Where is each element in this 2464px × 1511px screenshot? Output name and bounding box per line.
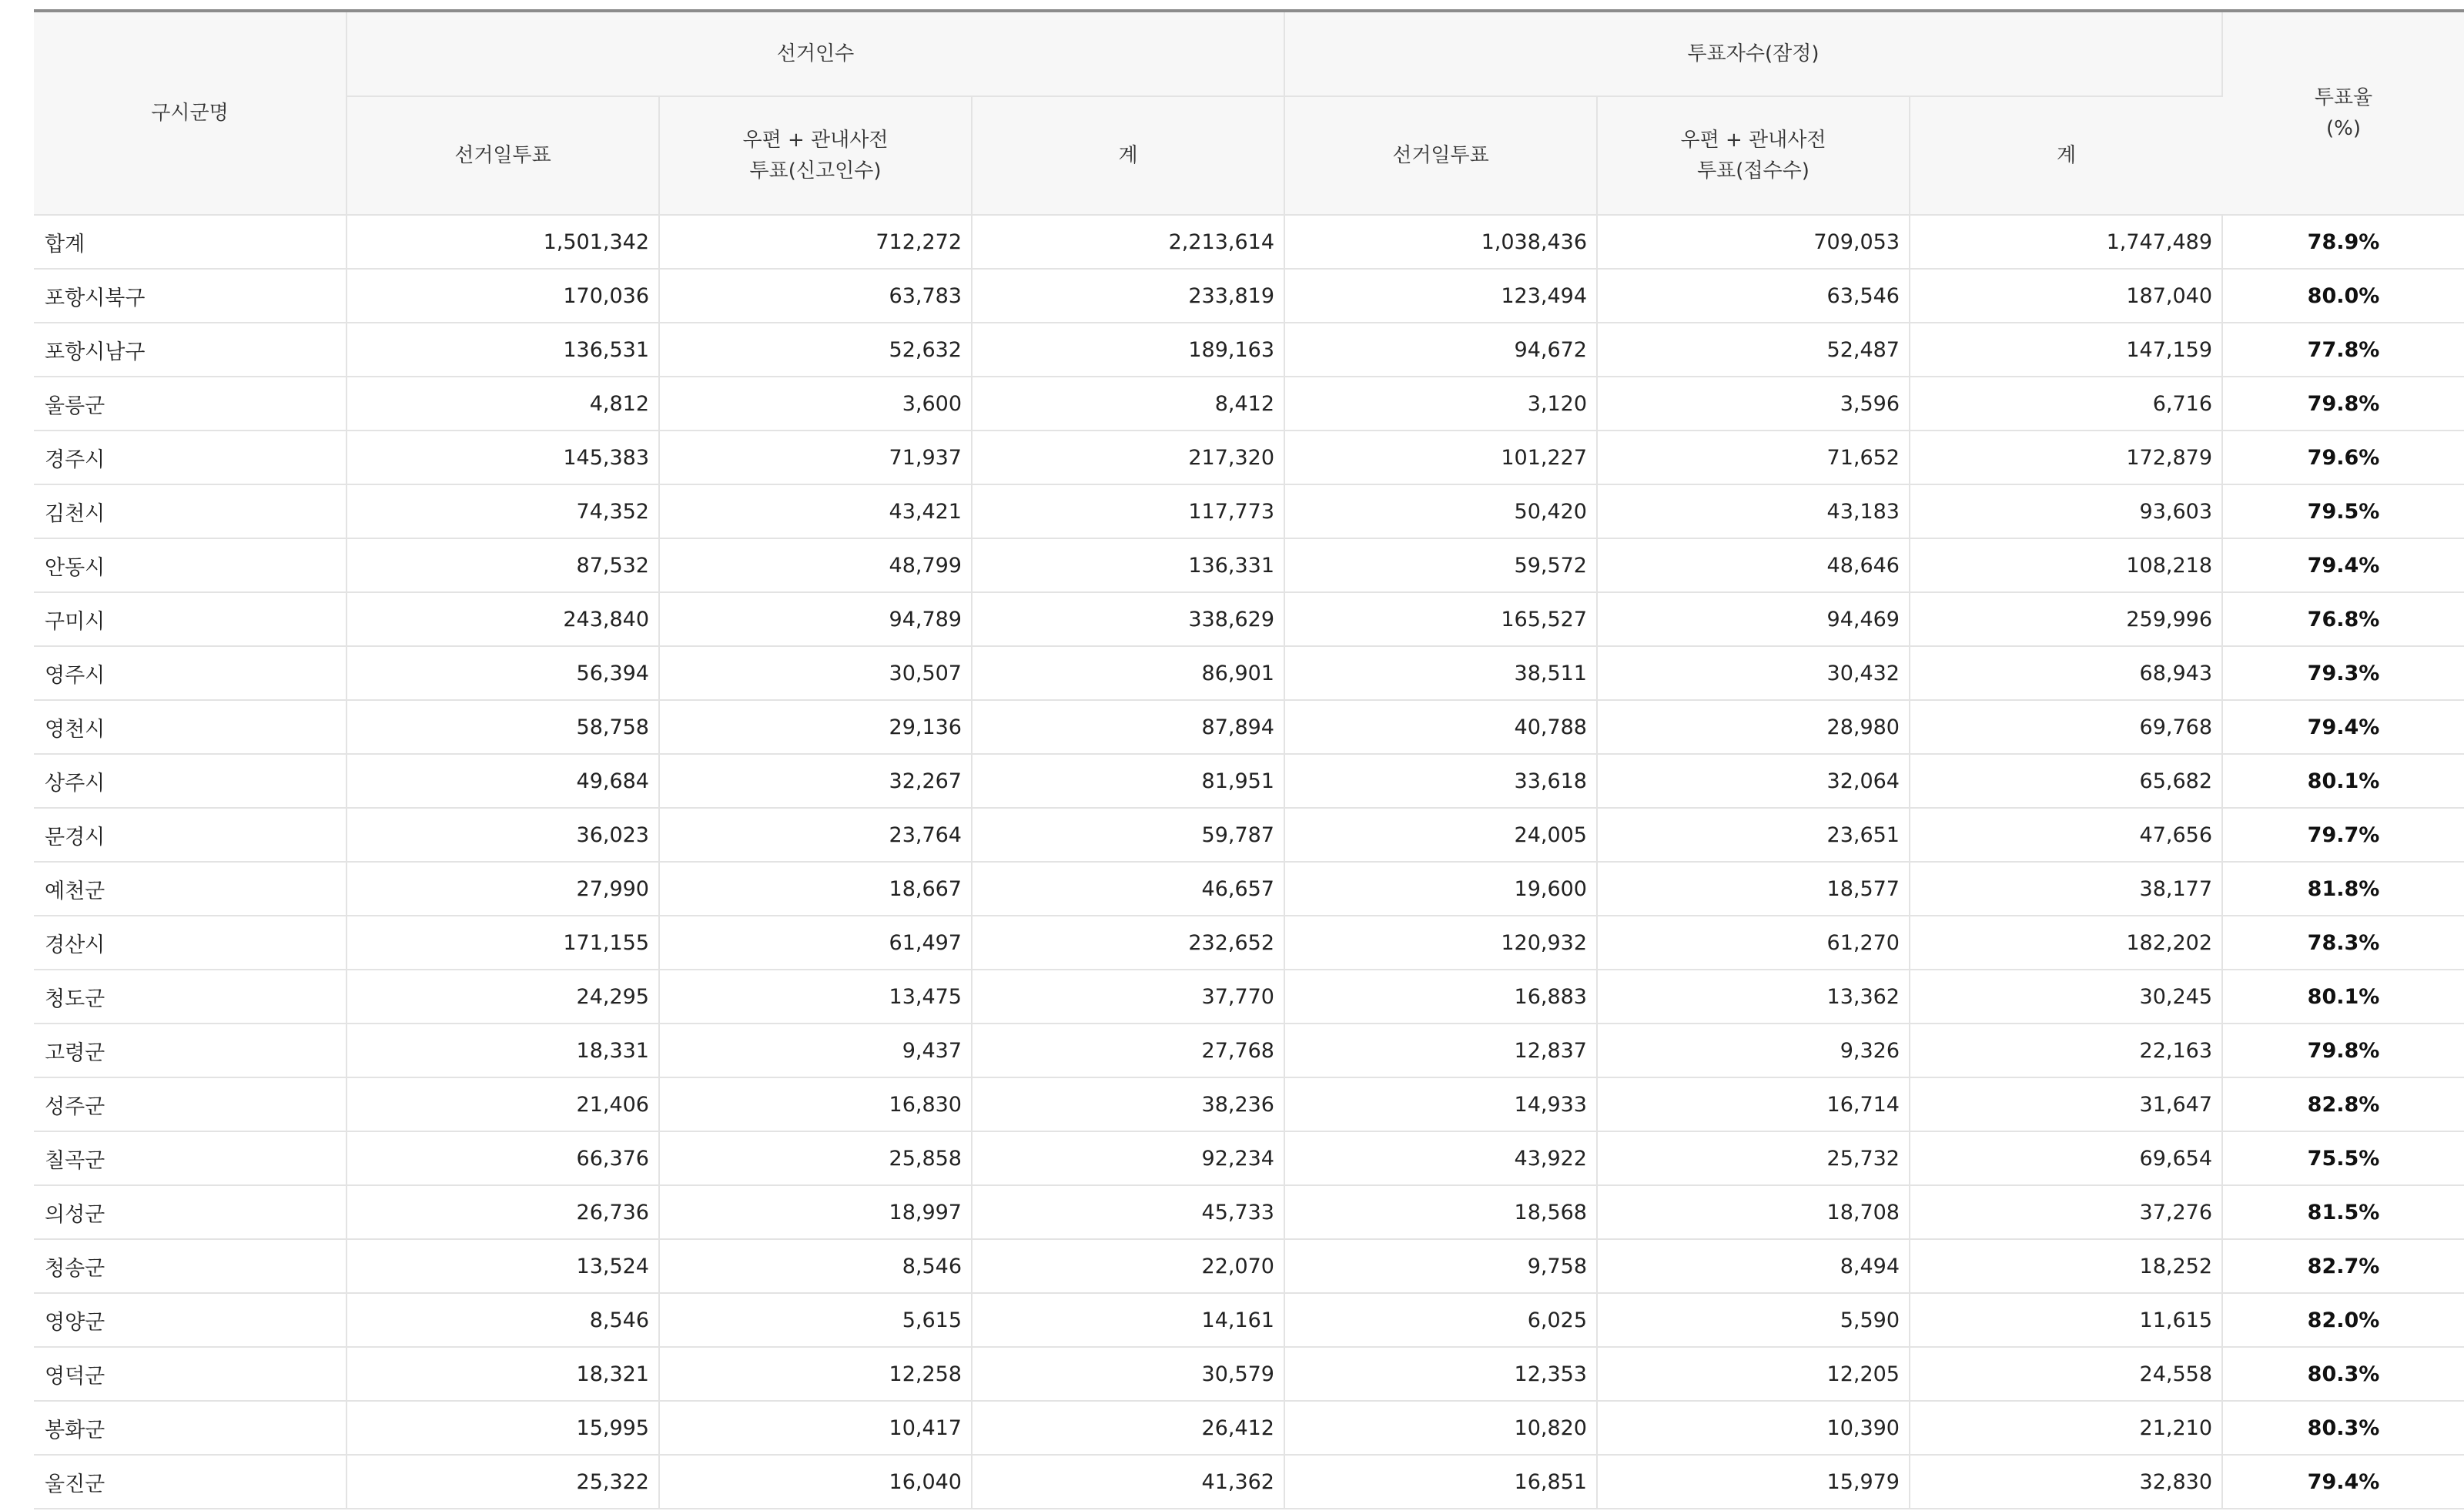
voters-total-cell: 30,245 [1910,970,2222,1024]
region-name-cell: 영덕군 [34,1347,346,1401]
table-row [34,754,2464,808]
region-name-cell: 포항시북구 [34,269,346,323]
voters-election-day-cell: 19,600 [1284,862,1597,916]
electors-election-day-cell: 74,352 [346,484,659,538]
electors-total-cell: 37,770 [972,970,1284,1024]
voters-total-cell: 172,879 [1910,431,2222,484]
voters-total-cell: 147,159 [1910,323,2222,377]
electors-election-day-cell: 25,322 [346,1455,659,1509]
region-name-cell: 경주시 [34,431,346,484]
voters-total-cell: 38,177 [1910,862,2222,916]
electors-group-header: 선거인수 [346,11,1284,96]
voters-total-cell: 69,654 [1910,1131,2222,1185]
electors-early-vote-cell: 52,632 [659,323,972,377]
region-name-cell: 울진군 [34,1455,346,1509]
table-row [34,323,2464,377]
electors-total-cell: 86,901 [972,646,1284,700]
voters-early-vote-cell: 32,064 [1597,754,1910,808]
voters-early-vote-cell: 9,326 [1597,1024,1910,1077]
voters-early-vote-cell: 30,432 [1597,646,1910,700]
voters-early-vote-cell: 48,646 [1597,538,1910,592]
voters-group-header: 투표자수(잠정) [1284,11,2222,96]
voters-early-vote-cell: 63,546 [1597,269,1910,323]
electors-total-cell: 38,236 [972,1077,1284,1131]
electors-early-vote-cell: 10,417 [659,1401,972,1455]
electors-election-day-cell: 24,295 [346,970,659,1024]
voters-total-cell: 24,558 [1910,1347,2222,1401]
voters-election-day-cell: 43,922 [1284,1131,1597,1185]
voters-early-vote-cell: 8,494 [1597,1239,1910,1293]
electors-early-vote-cell: 94,789 [659,592,972,646]
turnout-table [34,9,2464,1509]
electors-early-vote-cell: 23,764 [659,808,972,862]
table-row [34,646,2464,700]
turnout-rate-cell: 79.7% [2222,808,2464,862]
region-name-cell: 의성군 [34,1185,346,1239]
table-row [34,431,2464,484]
electors-total-cell: 233,819 [972,269,1284,323]
turnout-rate-cell: 78.3% [2222,916,2464,970]
voters-election-day-cell: 16,883 [1284,970,1597,1024]
table-row [34,269,2464,323]
electors-election-day-cell: 27,990 [346,862,659,916]
table-row [34,970,2464,1024]
electors-election-day-cell: 243,840 [346,592,659,646]
region-name-cell: 청도군 [34,970,346,1024]
region-name-cell: 영양군 [34,1293,346,1347]
voters-early-vote-cell: 25,732 [1597,1131,1910,1185]
turnout-rate-cell: 77.8% [2222,323,2464,377]
table-row [34,538,2464,592]
electors-total-cell: 217,320 [972,431,1284,484]
electors-early-vote-cell: 63,783 [659,269,972,323]
electors-total-cell: 22,070 [972,1239,1284,1293]
turnout-rate-cell: 80.1% [2222,754,2464,808]
table-row [34,215,2464,269]
electors-total-cell: 87,894 [972,700,1284,754]
table-row [34,377,2464,431]
voters-election-day-cell: 12,353 [1284,1347,1597,1401]
electors-election-day-cell: 56,394 [346,646,659,700]
voters-total-cell: 187,040 [1910,269,2222,323]
voters-election-day-cell: 33,618 [1284,754,1597,808]
turnout-rate-cell: 79.4% [2222,700,2464,754]
electors-early-vote-cell: 18,667 [659,862,972,916]
electors-election-day-cell: 171,155 [346,916,659,970]
electors-total-cell: 46,657 [972,862,1284,916]
voters-election-day-header [1284,96,1597,215]
voters-election-day-cell: 120,932 [1284,916,1597,970]
voters-election-day-cell: 59,572 [1284,538,1597,592]
turnout-rate-cell: 82.0% [2222,1293,2464,1347]
voters-total-cell: 93,603 [1910,484,2222,538]
electors-total-cell: 45,733 [972,1185,1284,1239]
header-line: 투표(신고인수) [749,159,882,183]
region-name-cell: 영천시 [34,700,346,754]
voters-total-cell: 11,615 [1910,1293,2222,1347]
turnout-rate-cell: 82.8% [2222,1077,2464,1131]
header-line: 계 [1118,144,1138,167]
table-row [34,1293,2464,1347]
electors-total-cell: 338,629 [972,592,1284,646]
region-name-cell: 울릉군 [34,377,346,431]
voters-early-vote-cell: 12,205 [1597,1347,1910,1401]
electors-total-cell: 81,951 [972,754,1284,808]
turnout-rate-cell: 80.1% [2222,970,2464,1024]
turnout-rate-cell: 80.0% [2222,269,2464,323]
table-row [34,862,2464,916]
electors-total-header [972,96,1284,215]
turnout-rate-cell: 76.8% [2222,592,2464,646]
voters-election-day-cell: 40,788 [1284,700,1597,754]
electors-election-day-cell: 21,406 [346,1077,659,1131]
voters-total-cell: 22,163 [1910,1024,2222,1077]
electors-early-vote-cell: 13,475 [659,970,972,1024]
voters-early-vote-cell: 71,652 [1597,431,1910,484]
region-name-cell: 예천군 [34,862,346,916]
electors-early-vote-cell: 29,136 [659,700,972,754]
electors-early-vote-cell: 3,600 [659,377,972,431]
voters-early-vote-cell: 61,270 [1597,916,1910,970]
voters-early-vote-cell: 94,469 [1597,592,1910,646]
electors-election-day-cell: 15,995 [346,1401,659,1455]
electors-election-day-cell: 4,812 [346,377,659,431]
header-line: 투표(접수수) [1697,159,1810,183]
voters-total-cell: 182,202 [1910,916,2222,970]
electors-election-day-cell: 49,684 [346,754,659,808]
electors-early-vote-cell: 5,615 [659,1293,972,1347]
electors-election-day-cell: 18,321 [346,1347,659,1401]
voters-early-vote-cell: 28,980 [1597,700,1910,754]
voters-early-vote-cell: 10,390 [1597,1401,1910,1455]
region-name-cell: 포항시남구 [34,323,346,377]
voters-total-cell: 6,716 [1910,377,2222,431]
voters-election-day-cell: 12,837 [1284,1024,1597,1077]
turnout-rate-cell: 80.3% [2222,1347,2464,1401]
electors-early-vote-cell: 30,507 [659,646,972,700]
turnout-rate-cell: 75.5% [2222,1131,2464,1185]
header-line: 우편 + 관내사전 [742,129,889,152]
electors-election-day-cell: 26,736 [346,1185,659,1239]
electors-election-day-cell: 170,036 [346,269,659,323]
electors-election-day-cell: 58,758 [346,700,659,754]
electors-election-day-cell: 87,532 [346,538,659,592]
voters-total-cell: 32,830 [1910,1455,2222,1509]
voters-early-vote-cell: 18,577 [1597,862,1910,916]
voters-election-day-cell: 38,511 [1284,646,1597,700]
region-name-cell: 청송군 [34,1239,346,1293]
electors-election-day-cell: 18,331 [346,1024,659,1077]
electors-election-day-cell: 13,524 [346,1239,659,1293]
table-row [34,1347,2464,1401]
electors-election-day-cell: 136,531 [346,323,659,377]
voters-election-day-cell: 24,005 [1284,808,1597,862]
voters-early-vote-cell: 16,714 [1597,1077,1910,1131]
turnout-rate-cell: 82.7% [2222,1239,2464,1293]
electors-total-cell: 30,579 [972,1347,1284,1401]
turnout-rate-header [2222,11,2464,215]
voters-early-vote-header [1597,96,1910,215]
turnout-rate-cell: 79.8% [2222,377,2464,431]
turnout-rate-cell: 80.3% [2222,1401,2464,1455]
electors-early-vote-cell: 18,997 [659,1185,972,1239]
voters-election-day-cell: 3,120 [1284,377,1597,431]
voters-election-day-cell: 165,527 [1284,592,1597,646]
table-row [34,484,2464,538]
table-header [34,11,2464,215]
electors-early-vote-cell: 16,830 [659,1077,972,1131]
voters-early-vote-cell: 709,053 [1597,215,1910,269]
region-name-cell: 영주시 [34,646,346,700]
voters-total-header [1910,96,2222,215]
turnout-rate-cell: 81.8% [2222,862,2464,916]
table-row [34,1185,2464,1239]
turnout-rate-unit: (%) [2326,117,2362,140]
table-row [34,700,2464,754]
electors-early-vote-cell: 25,858 [659,1131,972,1185]
voters-early-vote-cell: 23,651 [1597,808,1910,862]
voters-total-cell: 37,276 [1910,1185,2222,1239]
electors-early-vote-cell: 8,546 [659,1239,972,1293]
voters-election-day-cell: 18,568 [1284,1185,1597,1239]
voters-early-vote-cell: 15,979 [1597,1455,1910,1509]
voters-election-day-cell: 94,672 [1284,323,1597,377]
voters-total-cell: 259,996 [1910,592,2222,646]
electors-early-vote-cell: 48,799 [659,538,972,592]
voters-election-day-cell: 123,494 [1284,269,1597,323]
turnout-rate-cell: 79.4% [2222,538,2464,592]
turnout-rate-cell: 79.4% [2222,1455,2464,1509]
electors-election-day-cell: 36,023 [346,808,659,862]
electors-early-vote-cell: 61,497 [659,916,972,970]
voters-early-vote-cell: 43,183 [1597,484,1910,538]
region-name-cell: 경산시 [34,916,346,970]
electors-election-day-header [346,96,659,215]
voters-total-cell: 1,747,489 [1910,215,2222,269]
electors-total-cell: 232,652 [972,916,1284,970]
header-line: 계 [2056,144,2077,167]
voters-total-cell: 68,943 [1910,646,2222,700]
electors-total-cell: 117,773 [972,484,1284,538]
table-row [34,916,2464,970]
table-row [34,1077,2464,1131]
region-name-cell: 성주군 [34,1077,346,1131]
turnout-table-container [34,9,2464,1509]
voters-early-vote-cell: 52,487 [1597,323,1910,377]
electors-total-cell: 189,163 [972,323,1284,377]
header-line: 우편 + 관내사전 [1680,129,1826,152]
turnout-rate-cell: 79.5% [2222,484,2464,538]
region-name-cell: 안동시 [34,538,346,592]
voters-early-vote-cell: 13,362 [1597,970,1910,1024]
voters-total-cell: 108,218 [1910,538,2222,592]
region-name-cell: 김천시 [34,484,346,538]
voters-election-day-cell: 16,851 [1284,1455,1597,1509]
table-row [34,1455,2464,1509]
turnout-rate-title: 투표율 [2314,86,2373,109]
table-row [34,1401,2464,1455]
voters-total-cell: 31,647 [1910,1077,2222,1131]
region-name-cell: 고령군 [34,1024,346,1077]
region-column-header: 구시군명 [34,11,346,215]
table-row [34,1024,2464,1077]
voters-election-day-cell: 101,227 [1284,431,1597,484]
electors-early-vote-cell: 32,267 [659,754,972,808]
turnout-rate-cell: 79.8% [2222,1024,2464,1077]
table-row [34,808,2464,862]
electors-early-vote-cell: 16,040 [659,1455,972,1509]
electors-election-day-cell: 1,501,342 [346,215,659,269]
electors-total-cell: 26,412 [972,1401,1284,1455]
turnout-rate-cell: 81.5% [2222,1185,2464,1239]
electors-total-cell: 2,213,614 [972,215,1284,269]
region-name-cell: 합계 [34,215,346,269]
electors-early-vote-cell: 12,258 [659,1347,972,1401]
table-row [34,1239,2464,1293]
region-name-cell: 문경시 [34,808,346,862]
electors-early-vote-header [659,96,972,215]
electors-election-day-cell: 8,546 [346,1293,659,1347]
electors-total-cell: 92,234 [972,1131,1284,1185]
region-name-cell: 칠곡군 [34,1131,346,1185]
voters-election-day-cell: 1,038,436 [1284,215,1597,269]
voters-total-cell: 21,210 [1910,1401,2222,1455]
electors-election-day-cell: 66,376 [346,1131,659,1185]
turnout-rate-cell: 79.6% [2222,431,2464,484]
header-line: 선거일투표 [454,144,551,167]
electors-early-vote-cell: 712,272 [659,215,972,269]
region-name-cell: 봉화군 [34,1401,346,1455]
electors-total-cell: 136,331 [972,538,1284,592]
region-name-cell: 상주시 [34,754,346,808]
turnout-rate-cell: 79.3% [2222,646,2464,700]
table-row [34,1131,2464,1185]
electors-total-cell: 14,161 [972,1293,1284,1347]
electors-total-cell: 41,362 [972,1455,1284,1509]
electors-total-cell: 59,787 [972,808,1284,862]
table-body [34,215,2464,1509]
region-name-cell: 구미시 [34,592,346,646]
turnout-rate-cell: 78.9% [2222,215,2464,269]
electors-early-vote-cell: 43,421 [659,484,972,538]
voters-early-vote-cell: 18,708 [1597,1185,1910,1239]
voters-election-day-cell: 6,025 [1284,1293,1597,1347]
electors-early-vote-cell: 9,437 [659,1024,972,1077]
voters-election-day-cell: 50,420 [1284,484,1597,538]
table-row [34,592,2464,646]
voters-election-day-cell: 14,933 [1284,1077,1597,1131]
electors-early-vote-cell: 71,937 [659,431,972,484]
voters-election-day-cell: 10,820 [1284,1401,1597,1455]
electors-total-cell: 8,412 [972,377,1284,431]
voters-early-vote-cell: 5,590 [1597,1293,1910,1347]
voters-total-cell: 18,252 [1910,1239,2222,1293]
voters-total-cell: 65,682 [1910,754,2222,808]
voters-total-cell: 47,656 [1910,808,2222,862]
voters-election-day-cell: 9,758 [1284,1239,1597,1293]
electors-election-day-cell: 145,383 [346,431,659,484]
electors-total-cell: 27,768 [972,1024,1284,1077]
header-line: 선거일투표 [1392,144,1489,167]
voters-early-vote-cell: 3,596 [1597,377,1910,431]
voters-total-cell: 69,768 [1910,700,2222,754]
